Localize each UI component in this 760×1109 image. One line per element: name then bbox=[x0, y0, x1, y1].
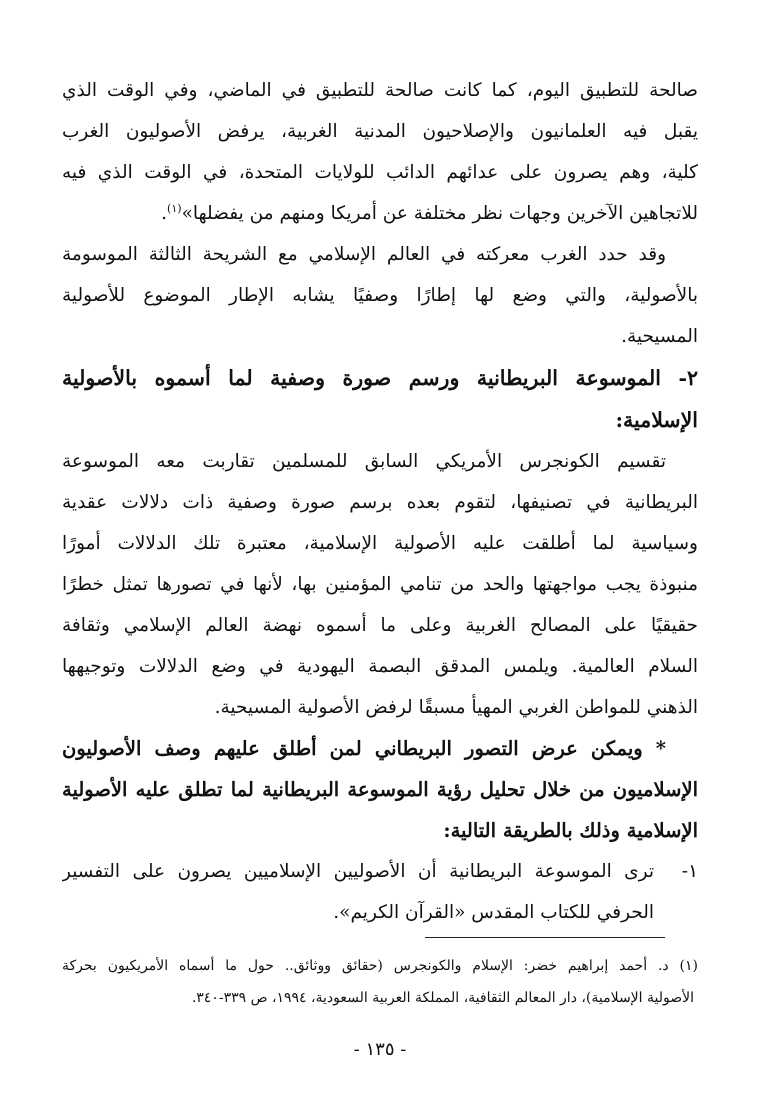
text-line: الإسلاميون من خلال تحليل رؤية الموسوعة البريطانية لما تطلق عليه الأصولية bbox=[62, 778, 698, 801]
text-line: كلية، وهم يصرون على عدائهم الدائب للولايات المتحدة، في الوقت الذي فيه bbox=[62, 162, 698, 183]
text-line: حقيقيًا على المصالح الغربية وعلى ما أسموه نهضة العالم الإسلامي وثقافة bbox=[62, 615, 698, 636]
footnote-line: الأصولية الإسلامية)، دار المعالم الثقافية، المملكة العربية السعودية، ١٩٩٤، ص ٣٣٩-٣٤٠. bbox=[191, 990, 694, 1006]
text-line: صالحة للتطبيق اليوم، كما كانت صالحة للتطبيق في الماضي، وفي الوقت الذي bbox=[62, 80, 698, 101]
text-line: * ويمكن عرض التصور البريطاني لمن أطلق عليهم وصف الأصوليون bbox=[62, 737, 666, 760]
section-heading: ٢- الموسوعة البريطانية ورسم صورة وصفية لما أسموه بالأصولية bbox=[62, 366, 698, 390]
text-line: البريطانية في تصنيفها، لتقوم بعده برسم صورة وصفية ذات دلالات عقدية bbox=[62, 492, 698, 513]
text-line bbox=[62, 193, 698, 234]
text-line: وقد حدد الغرب معركته في العالم الإسلامي مع الشريحة الثالثة الموسومة bbox=[62, 244, 666, 265]
text-line: السلام العالمية. ويلمس المدقق البصمة اليهودية في وضع الدلالات وتوجيهها bbox=[62, 656, 698, 677]
page-number: - ١٣٥ - bbox=[353, 1039, 407, 1060]
section-heading: الإسلامية: bbox=[615, 408, 698, 432]
text-line: المسيحية. bbox=[621, 326, 698, 347]
list-item-text: ترى الموسوعة البريطانية أن الأصوليين الإسلاميين يصرون على التفسير bbox=[62, 861, 654, 882]
text-line: الإسلامية وذلك بالطريقة التالية: bbox=[443, 819, 698, 842]
text-line: يقبل فيه العلمانيون والإصلاحيون المدنية الغربية، يرفض الأصوليون الغرب bbox=[62, 121, 698, 142]
footnote-divider bbox=[425, 937, 665, 938]
footnote-ref: (١) bbox=[167, 201, 182, 215]
list-item bbox=[62, 851, 698, 892]
text-line: بالأصولية، والتي وضع لها إطارًا وصفيًا يشابه الإطار الموضوع للأصولية bbox=[62, 285, 698, 306]
text-line: منبوذة يجب مواجهتها والحد من تنامي المؤمنين بها، لأنها في تصورها تمثل خطرًا bbox=[62, 574, 698, 595]
text-line: الذهني للمواطن الغربي المهيأ مسبقًا لرفض الأصولية المسيحية. bbox=[214, 697, 698, 718]
list-item-number: ١- bbox=[681, 861, 698, 882]
list-item-text: الحرفي للكتاب المقدس «القرآن الكريم». bbox=[333, 902, 654, 923]
footnote-line: (١) د. أحمد إبراهيم خضر: الإسلام والكونجرس (حقائق ووثائق.. حول ما أسماه الأمريكيون بحركة bbox=[62, 958, 698, 974]
body-text bbox=[62, 70, 698, 933]
text-line: تقسيم الكونجرس الأمريكي السابق للمسلمين تقاربت معه الموسوعة bbox=[62, 451, 666, 472]
quote-end: للاتجاهين الآخرين وجهات نظر مختلفة عن أمريكا ومنهم من يفضلها» bbox=[181, 203, 698, 224]
sentence-end: . bbox=[161, 203, 168, 224]
footnote bbox=[62, 950, 698, 1014]
text-line: وسياسية لما أطلقت عليه الأصولية الإسلامية، معتبرة تلك الدلالات أمورًا bbox=[62, 533, 698, 554]
